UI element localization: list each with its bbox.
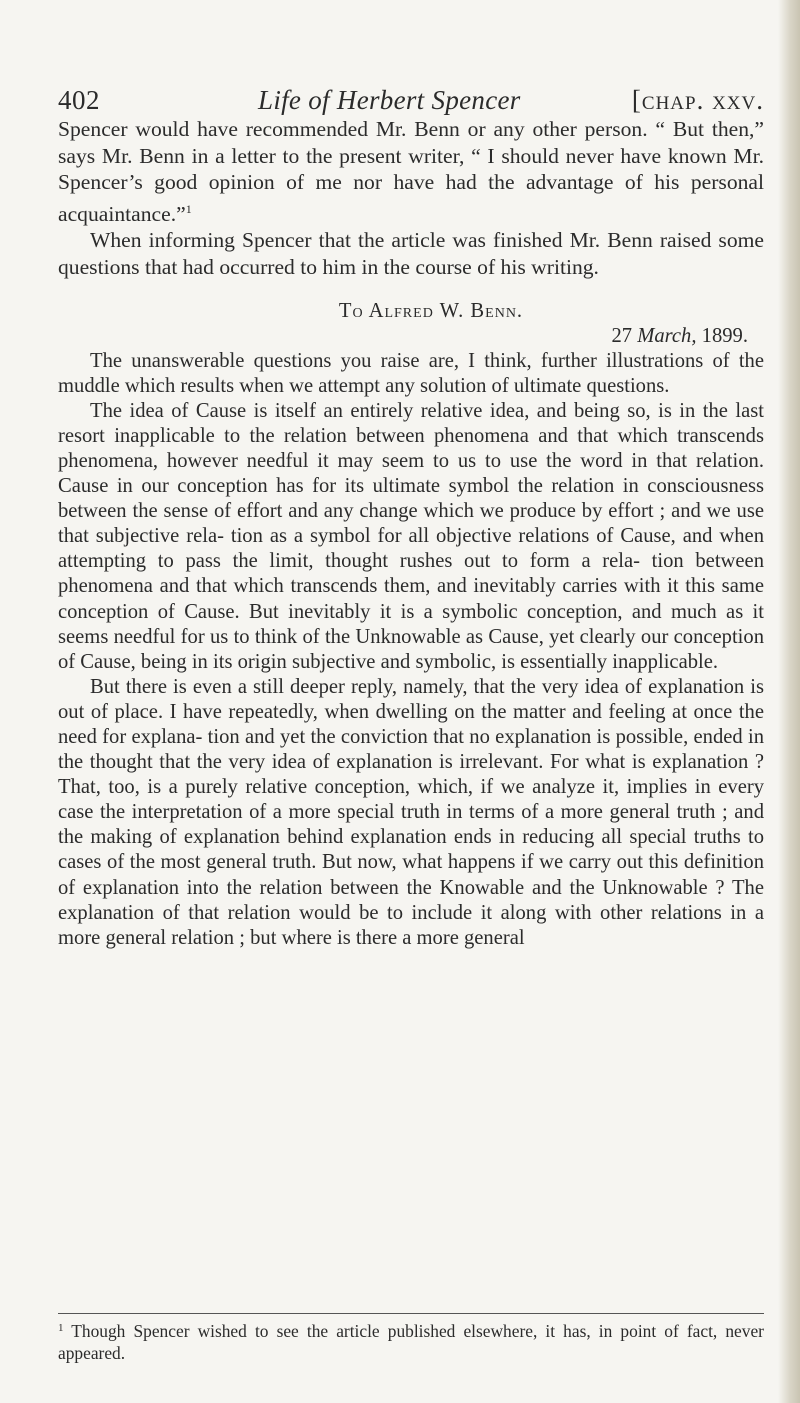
chapter-reference: [chap. xxv. xyxy=(631,85,764,115)
letter-paragraph: The idea of Cause is itself an entirely relative idea, and being so, is in the last resort inapplicable to the relation between phenomena and that which transcends phenomena, however needful it may seem to us to use the word in that relation. Cause in our conception has for its ultimate symbol the relation in consciousness between the sense of effort and any change which we produce by effort ; and we use that subjective rela- tion as a symbol for all objective relations of Cause, and when attempting to pass the limit, thought rushes out to form a rela- tion between phenomena and that which transcends them, and inevitably carries with it this same conception of Cause. But inevitably it is a symbolic conception, and much as it seems needful for us to think of the Unknowable as Cause, yet clearly our conception of Cause, being in its origin subjective and symbolic, is essentially inapplicable. xyxy=(58,399,764,673)
letter-paragraph: But there is even a still deeper reply, namely, that the very idea of explanation is out of place. I have repeatedly, when dwelling on the matter and feeling at once the need for explana- tion and yet the conviction that no explanation is possible, ended in the thought that the very idea of explanation is irrelevant. For what is explanation ? That, too, is a purely relative conception, which, if we analyze it, implies in every case the interpretation of a more special truth in terms of a more general truth ; and the making of explanation behind explanation ends in reducing all special truths to cases of the most general truth. But now, what happens if we carry out this definition of explanation into the relation between the Knowable and the Unknowable ? The explanation of that relation would be to include it along with other relations in a more general relation ; but where is there a more general xyxy=(58,675,764,949)
running-header xyxy=(58,80,764,120)
footnote-mark: 1 xyxy=(58,1322,64,1334)
body-text xyxy=(58,116,764,951)
date-year: 1899. xyxy=(701,324,748,347)
page-edge-shadow xyxy=(778,0,800,1403)
letter-date xyxy=(58,324,764,349)
date-day: 27 xyxy=(611,324,633,347)
running-title: Life of Herbert Spencer xyxy=(258,85,521,115)
letter-paragraph: The unanswerable questions you raise are, I think, further illustrations of the muddle which results when we attempt any solution of ultimate questions. xyxy=(58,349,764,397)
paragraph: When informing Spencer that the article was finished Mr. Benn raised some questions that had occurred to him in the course of his writing. xyxy=(58,228,764,279)
paragraph xyxy=(58,116,764,227)
footnote xyxy=(58,1318,764,1364)
page-number: 402 xyxy=(58,85,100,115)
footnote-divider xyxy=(58,1313,764,1314)
paragraph-text: Spencer would have recommended Mr. Benn or any other person. “ But then,” says Mr. Benn in a letter to the present writer, “ I should never have known Mr. Spencer’s good opinion of me nor have had the advantage of his personal acquaintance.” xyxy=(58,117,764,226)
date-month: March, xyxy=(637,324,697,347)
letter-addressee: To Alfred W. Benn. xyxy=(338,299,524,322)
footnote-text: Though Spencer wished to see the article published elsewhere, it has, in point of fact, never appeared. xyxy=(58,1321,764,1363)
footnote-reference: 1 xyxy=(185,201,192,216)
